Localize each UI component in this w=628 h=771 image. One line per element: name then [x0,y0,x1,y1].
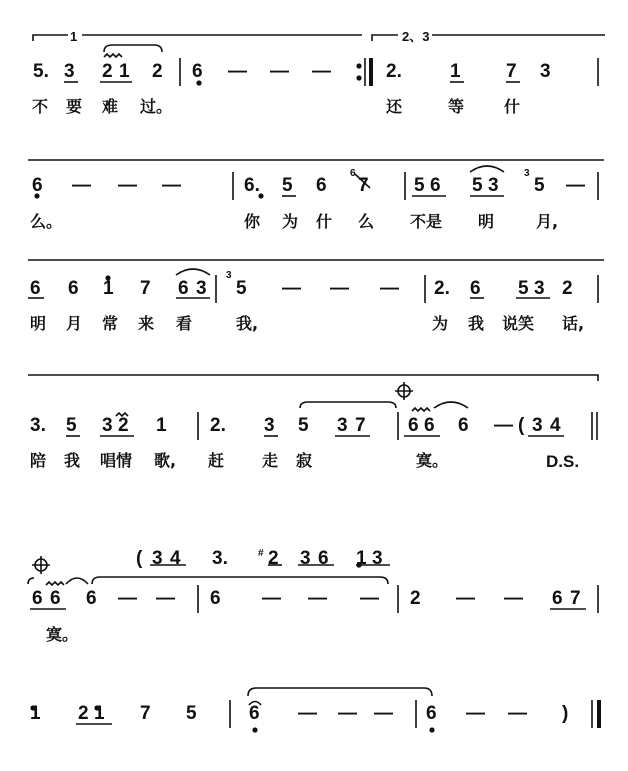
mordent [412,408,430,411]
lyric: 要 [66,97,83,116]
lyric: 么。 [30,212,63,231]
note: 5 [298,415,309,436]
note: 2 [118,415,129,436]
note: 3 [64,61,75,82]
note: 6 [430,175,441,196]
note: 2 [268,548,279,569]
paren-open: ( [518,415,525,436]
note: 3 [534,278,545,299]
note: 7 [140,703,151,724]
note: 6 [318,548,329,569]
note: 3 [196,278,207,299]
dash: — [330,278,349,299]
dash: — [228,61,247,82]
lyric: 为 [282,212,299,231]
grace-note: 3 [524,168,530,179]
note: 5 [186,703,197,724]
note: 2. [210,415,226,436]
dash: — [308,588,327,609]
volta-1-bracket [33,35,68,41]
note: 2 [78,703,89,724]
lyric: 话, [562,314,585,333]
note: 6 [86,588,97,609]
low-octave-dot [253,728,257,732]
lyric: 还 [386,97,403,116]
lyric: 唱情 [100,451,133,470]
lyric: 过。 [140,97,173,116]
lyric: 寞。 [46,625,79,644]
note: 7 [140,278,151,299]
dash: — [162,175,181,196]
mordent [46,582,64,585]
dash: — [270,61,289,82]
dash: — [262,588,281,609]
dash: — [338,703,357,724]
slur [92,577,388,584]
note: 1 [30,703,41,724]
lyric: 来 [138,314,155,333]
lyric: 为 [432,314,449,333]
slur [300,402,396,408]
note: 5 [518,278,529,299]
slur [28,578,34,584]
note: 6 [50,588,61,609]
note: 1 [156,415,167,436]
slur [470,166,504,172]
dash: — [282,278,301,299]
lyric: 常 [102,314,119,333]
note: 6 [32,175,43,196]
dash: — [466,703,485,724]
volta-2-label: 2、3 [402,29,430,44]
lyric: 明 [30,314,47,333]
dash: — [494,415,513,436]
note: 2 [410,588,421,609]
note: 3 [264,415,275,436]
lyric: 说笑 [502,314,535,333]
grace-note: 3 [226,270,232,281]
sharp-sign: # [258,548,264,559]
note: 1 [103,278,114,299]
note: 5 [236,278,247,299]
note: 6 [192,61,203,82]
lyric: 等 [448,97,465,116]
note: 5 [414,175,425,196]
note: 3 [102,415,113,436]
note: 3 [300,548,311,569]
volta-2-bracket [372,35,398,41]
repeat-dot [357,64,361,68]
repeat-dot [357,76,361,80]
lyric: 陪 [30,451,47,470]
note: 7 [355,415,366,436]
note: 6 [408,415,419,436]
note: 6 [30,278,41,299]
note: 5 [66,415,77,436]
note: 3 [488,175,499,196]
note: 2 [562,278,573,299]
slur [434,402,468,408]
lyric: 么 [358,212,375,231]
slur [104,45,162,52]
ds-marking: D.S. [546,452,580,471]
note: 2 [102,61,113,82]
low-octave-dot [430,728,434,732]
note: 3. [212,548,228,569]
slur [66,578,88,584]
note: 5 [472,175,483,196]
lyric: 难 [102,97,119,116]
grace-note: 6 [350,168,356,179]
dash: — [566,175,585,196]
note: 6 [68,278,79,299]
dash: — [508,703,527,724]
dash: — [380,278,399,299]
note: 4 [170,548,181,569]
paren-open: ( [136,548,143,569]
lyric: 歌, [154,451,177,470]
note: 6. [244,175,260,196]
lyric: 赶 [208,451,225,470]
lyric: 你 [244,212,261,231]
paren-close: ) [562,703,569,724]
note: 7 [358,175,369,196]
dash: — [156,588,175,609]
note: 2 [152,61,163,82]
lyric: 我 [468,314,485,333]
lyric: 寞。 [416,451,449,470]
lyric: 什 [316,212,333,231]
note: 2. [386,61,402,82]
note: 3 [152,548,163,569]
lyric: 寂 [296,451,313,470]
note: 7 [506,61,517,82]
note: 1 [119,61,130,82]
note: 6 [458,415,469,436]
note: 3 [337,415,348,436]
note: 6 [249,703,260,724]
separator-line [28,375,598,381]
note: 6 [470,278,481,299]
note: 6 [424,415,435,436]
note: 3 [532,415,543,436]
note: 6 [210,588,221,609]
note: 3 [540,61,551,82]
lyric: 月 [66,314,83,333]
note: 1 [356,548,367,569]
dash: — [118,588,137,609]
note: 1 [450,61,461,82]
note: 6 [178,278,189,299]
lyric: 什 [504,97,521,116]
note: 4 [550,415,561,436]
lyric: 我, [236,314,259,333]
dash: — [374,703,393,724]
note: 5. [33,61,49,82]
note: 3 [372,548,383,569]
note: 7 [570,588,581,609]
lyric: 我 [64,451,81,470]
lyric: 不 [32,97,49,116]
note: 6 [316,175,327,196]
note: 6 [32,588,43,609]
note: 5 [534,175,545,196]
dash: — [312,61,331,82]
note: 5 [282,175,293,196]
lyric: 月, [536,212,559,231]
note: 6 [552,588,563,609]
note: 6 [426,703,437,724]
dash: — [298,703,317,724]
lyric: 看 [176,314,193,333]
lyric: 走 [262,451,279,470]
score-graphics [28,35,605,732]
lyric: 明 [478,212,495,231]
dash: — [118,175,137,196]
volta-1-label: 1 [70,29,78,44]
dash: — [360,588,379,609]
mordent [104,54,122,57]
lyric: 不是 [410,212,443,231]
note: 2. [434,278,450,299]
note: 3. [30,415,46,436]
slur [176,269,210,275]
dash: — [72,175,91,196]
dash: — [504,588,523,609]
dash: — [456,588,475,609]
slur [248,688,432,696]
note: 1 [94,703,105,724]
